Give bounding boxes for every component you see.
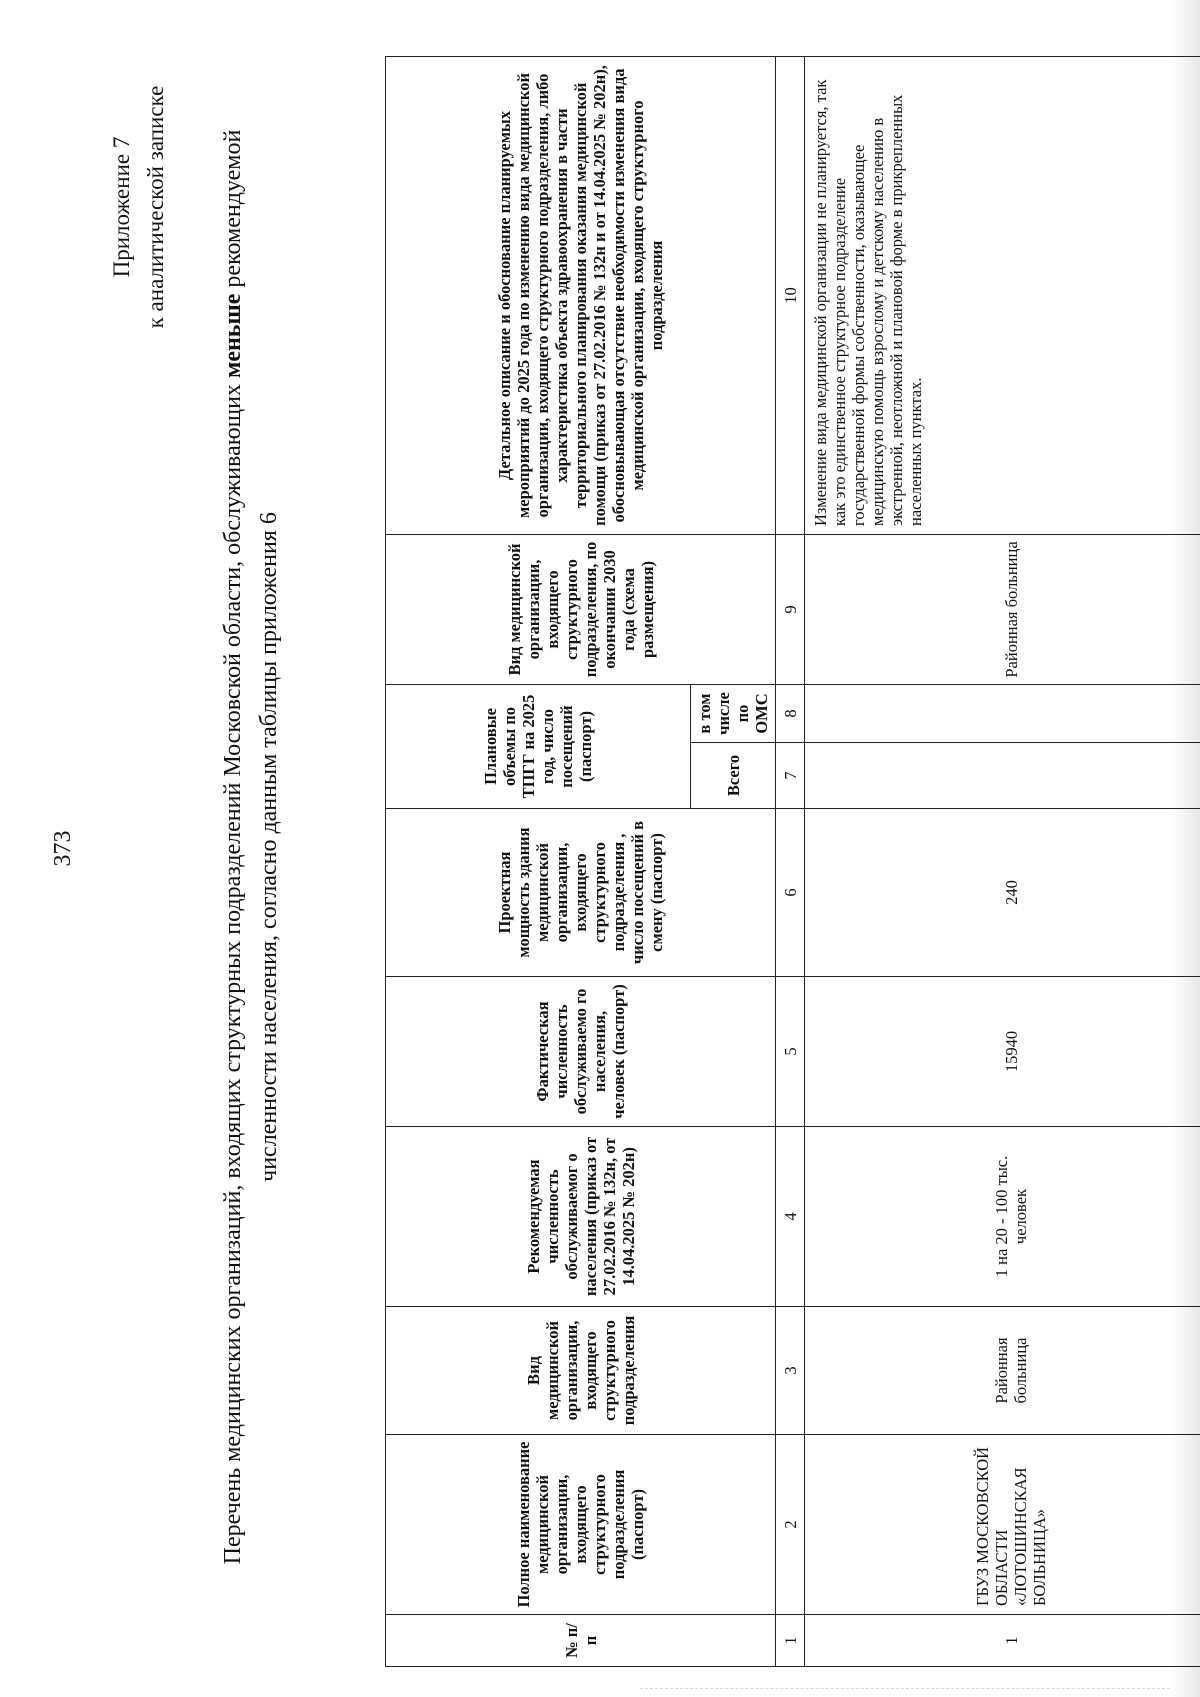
cell-actual: 15940 [805, 977, 1200, 1127]
column-number: 5 [776, 977, 805, 1127]
cell-org-name: ГБУЗ МОСКОВСКОЙ ОБЛАСТИ «ЛОТОШИНСКАЯ БОЛЬНИЦА» [805, 1435, 1200, 1615]
header-oms: в том числе по ОМС [691, 685, 776, 743]
appendix-label [105, 37, 173, 377]
cell-oms [805, 685, 1200, 743]
column-number: 10 [776, 57, 805, 535]
column-number: 4 [776, 1127, 805, 1307]
cell-recommended: 1 на 20 - 100 тыс. человек [805, 1127, 1200, 1307]
cell-capacity: 240 [805, 809, 1200, 977]
header-total: Всего [691, 743, 776, 809]
heading-bold-word: меньше [220, 293, 246, 379]
header-actual: Фактическая численность обслуживаемо го населения, человек (паспорт) [386, 977, 776, 1127]
column-number: 8 [776, 685, 805, 743]
cell-org-type: Районная больница [805, 1307, 1200, 1435]
header-planned-volumes: Плановые объемы по ТПГГ на 2025 год, число посещений (паспорт) [386, 685, 691, 809]
appendix-line-1: Приложение 7 [109, 136, 134, 278]
header-type: Вид медицинской организации, входящего структурного подразделения [386, 1307, 776, 1435]
heading-part-1: Перечень медицинских организаций, входящих структурных подразделений Московской области, обслуживающих [220, 378, 246, 1565]
column-number: 3 [776, 1307, 805, 1435]
document-heading [215, 77, 287, 1617]
table-header-row [386, 57, 691, 1667]
header-recommended: Рекомендуемая численность обслуживаемог о населения (приказ от 27.02.2016 № 132н, от 14.04.2025 № 202н) [386, 1127, 776, 1307]
cell-type-2030: Районная больница [805, 535, 1200, 685]
header-type-2030: Вид медицинской организации, входящего структурного подразделения, по окончании 2030 года (схема размещения) [386, 535, 776, 685]
table-row [805, 57, 1200, 1667]
header-description: Детальное описание и обоснование планируемых мероприятий до 2025 года по изменению вида медицинской организации, входящего структурного подразделения, либо характеристика объекта здравоохранения в части территориального планирования оказания медицинской помощи (приказ от 27.02.2016 № 132н и от 14.04.2025 № 202н), обосновывающая отсутствие необходимости изменения вида медицинской организации, входящего структурного подразделения [386, 57, 776, 535]
header-name: Полное наименование медицинской организации, входящего структурного подразделения (паспорт) [386, 1435, 776, 1615]
header-num: № п/п [386, 1615, 776, 1667]
column-number: 6 [776, 809, 805, 977]
page-number: 373 [50, 830, 76, 867]
heading-part-2: рекомендуемой численности населения, согласно данным таблицы приложения 6 [220, 129, 282, 1182]
column-number: 2 [776, 1435, 805, 1615]
column-number: 1 [776, 1615, 805, 1667]
column-numbers-row [776, 57, 805, 1667]
appendix-line-2: к аналитической записке [143, 85, 168, 329]
column-number: 9 [776, 535, 805, 685]
header-capacity: Проектная мощность здания медицинской организации, входящего структурного подразделения , число посещений в смену (паспорт) [386, 809, 776, 977]
column-number: 7 [776, 743, 805, 809]
cell-total [805, 743, 1200, 809]
organizations-table [385, 56, 1200, 1667]
cell-description: Изменение вида медицинской организации не планируется, так как это единственное структурное подразделение государственной формы собственности, оказывающее медицинскую помощь взрослому и детскому населению в экстренной, неотложной и плановой форме в прикрепленных населенных пунктах. [805, 57, 1200, 535]
cell-num: 1 [805, 1615, 1200, 1667]
